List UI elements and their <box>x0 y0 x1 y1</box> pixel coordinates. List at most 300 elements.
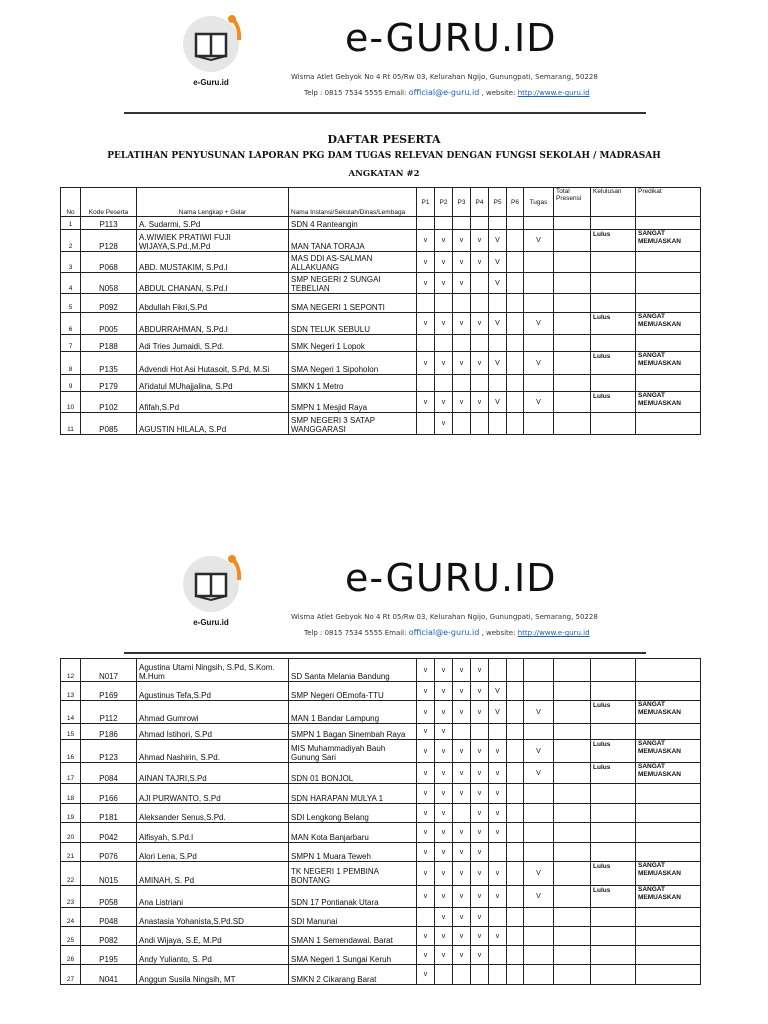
participant-table-continued <box>60 658 701 985</box>
total-cell <box>554 908 591 927</box>
no-cell: 5 <box>61 294 81 313</box>
kode-cell: P113 <box>81 217 137 230</box>
p2-cell: v <box>435 659 453 682</box>
p5-cell <box>489 335 507 352</box>
p4-cell <box>471 294 489 313</box>
no-cell: 26 <box>61 946 81 965</box>
kode-cell: P005 <box>81 313 137 335</box>
predikat-cell <box>636 375 701 392</box>
p5-cell: v <box>489 927 507 946</box>
p6-cell <box>507 352 524 375</box>
no-cell: 2 <box>61 230 81 252</box>
p2-cell: v <box>435 763 453 784</box>
nama-cell: Anggun Susila Ningsih, MT <box>137 965 289 985</box>
kelulusan-cell: Lulus <box>591 862 636 886</box>
p5-cell <box>489 908 507 927</box>
total-cell <box>554 740 591 763</box>
predikat-cell <box>636 294 701 313</box>
table-row <box>61 701 701 724</box>
p4-cell <box>471 375 489 392</box>
email-link[interactable]: official@e-guru.id <box>408 628 480 637</box>
p1-cell: v <box>417 843 435 862</box>
nama-cell: Ana Listriani <box>137 886 289 908</box>
p3-cell: v <box>453 682 471 701</box>
col-p3: P3 <box>453 188 471 217</box>
total-cell <box>554 217 591 230</box>
predikat-cell <box>636 804 701 823</box>
p3-cell: v <box>453 701 471 724</box>
website-link[interactable]: http://www.e-guru.id <box>517 629 590 637</box>
contact-line <box>304 88 590 97</box>
instansi-cell: SMK Negeri 1 Lopok <box>289 335 417 352</box>
total-cell <box>554 335 591 352</box>
p2-cell: v <box>435 252 453 273</box>
p3-cell: v <box>453 927 471 946</box>
p2-cell: v <box>435 352 453 375</box>
tugas-cell: V <box>524 352 554 375</box>
kelulusan-cell <box>591 946 636 965</box>
tugas-cell <box>524 946 554 965</box>
p3-cell <box>453 335 471 352</box>
nama-cell: Alori Lena, S.Pd <box>137 843 289 862</box>
p1-cell <box>417 413 435 435</box>
col-instansi: Nama Instansi/Sekolah/Dinas/Lembaga <box>289 188 417 217</box>
p4-cell: v <box>471 862 489 886</box>
total-cell <box>554 375 591 392</box>
p4-cell: v <box>471 763 489 784</box>
tugas-cell <box>524 252 554 273</box>
tugas-cell <box>524 927 554 946</box>
kode-cell: N058 <box>81 273 137 294</box>
kode-cell: P084 <box>81 763 137 784</box>
p1-cell: v <box>417 313 435 335</box>
p1-cell: v <box>417 682 435 701</box>
total-cell <box>554 413 591 435</box>
total-cell <box>554 701 591 724</box>
total-cell <box>554 823 591 843</box>
no-cell: 1 <box>61 217 81 230</box>
no-cell: 9 <box>61 375 81 392</box>
kelulusan-cell: Lulus <box>591 763 636 784</box>
p4-cell: v <box>471 392 489 413</box>
p2-cell: v <box>435 392 453 413</box>
nama-cell: AGUSTIN HILALA, S.Pd <box>137 413 289 435</box>
p1-cell <box>417 908 435 927</box>
no-cell: 4 <box>61 273 81 294</box>
p6-cell <box>507 763 524 784</box>
p3-cell <box>453 965 471 985</box>
no-cell: 21 <box>61 843 81 862</box>
p6-cell <box>507 862 524 886</box>
p6-cell <box>507 682 524 701</box>
p1-cell: v <box>417 252 435 273</box>
no-cell: 10 <box>61 392 81 413</box>
tugas-cell: V <box>524 313 554 335</box>
p2-cell <box>435 375 453 392</box>
p4-cell <box>471 413 489 435</box>
p3-cell: v <box>453 230 471 252</box>
kelulusan-cell: Lulus <box>591 740 636 763</box>
p5-cell: V <box>489 252 507 273</box>
kode-cell: N041 <box>81 965 137 985</box>
total-cell <box>554 313 591 335</box>
predikat-cell: SANGAT MEMUASKAN <box>636 392 701 413</box>
table-row <box>61 724 701 740</box>
table-row <box>61 804 701 823</box>
instansi-cell: TK NEGERI 1 PEMBINA BONTANG <box>289 862 417 886</box>
col-p4: P4 <box>471 188 489 217</box>
instansi-cell: SDN 01 BONJOL <box>289 763 417 784</box>
p2-cell: v <box>435 682 453 701</box>
total-cell <box>554 784 591 804</box>
kelulusan-cell <box>591 294 636 313</box>
total-cell <box>554 763 591 784</box>
kode-cell: P186 <box>81 724 137 740</box>
kode-cell: P048 <box>81 908 137 927</box>
nama-cell: Ahmad Gumrowi <box>137 701 289 724</box>
tugas-cell: V <box>524 740 554 763</box>
p1-cell: v <box>417 701 435 724</box>
p3-cell: v <box>453 886 471 908</box>
p4-cell: v <box>471 946 489 965</box>
document-subtitle: PELATIHAN PENYUSUNAN LAPORAN PKG DAM TUGAS RELEVAN DENGAN FUNGSI SEKOLAH / MADRASAH <box>107 151 661 161</box>
p3-cell <box>453 217 471 230</box>
table-row <box>61 230 701 252</box>
col-total: Total Presensi <box>554 188 591 217</box>
p2-cell: v <box>435 413 453 435</box>
address: Wisma Atlet Gebyok No 4 Rt 05/Rw 03, Kelurahan Ngijo, Gunungpati, Semarang, 50228 <box>291 73 598 81</box>
nama-cell: ABD. MUSTAKIM, S.Pd.I <box>137 252 289 273</box>
p4-cell: v <box>471 659 489 682</box>
col-no: No <box>61 188 81 217</box>
email-link[interactable]: official@e-guru.id <box>408 88 480 97</box>
p4-cell: v <box>471 740 489 763</box>
tugas-cell <box>524 273 554 294</box>
p2-cell: v <box>435 804 453 823</box>
p1-cell <box>417 335 435 352</box>
p4-cell: v <box>471 352 489 375</box>
p2-cell <box>435 965 453 985</box>
p3-cell: v <box>453 823 471 843</box>
kelulusan-cell: Lulus <box>591 313 636 335</box>
no-cell: 6 <box>61 313 81 335</box>
instansi-cell: SMPN 1 Mesjid Raya <box>289 392 417 413</box>
kelulusan-cell <box>591 927 636 946</box>
instansi-cell: SDN HARAPAN MULYA 1 <box>289 784 417 804</box>
no-cell: 24 <box>61 908 81 927</box>
predikat-cell: SANGAT MEMUASKAN <box>636 230 701 252</box>
document-page-2 <box>0 540 768 1024</box>
header-divider <box>124 652 646 654</box>
instansi-cell: SMA Negeri 1 Sipoholon <box>289 352 417 375</box>
tugas-cell <box>524 682 554 701</box>
p6-cell <box>507 823 524 843</box>
table-row <box>61 784 701 804</box>
kelulusan-cell <box>591 252 636 273</box>
p4-cell <box>471 335 489 352</box>
kelulusan-cell: Lulus <box>591 701 636 724</box>
predikat-cell: SANGAT MEMUASKAN <box>636 763 701 784</box>
p2-cell: v <box>435 313 453 335</box>
p4-cell: v <box>471 230 489 252</box>
website-label: , website: <box>481 89 516 97</box>
col-p2: P2 <box>435 188 453 217</box>
p1-cell: v <box>417 724 435 740</box>
predikat-cell <box>636 843 701 862</box>
table-row <box>61 927 701 946</box>
kode-cell: P128 <box>81 230 137 252</box>
kode-cell: P123 <box>81 740 137 763</box>
p5-cell: v <box>489 740 507 763</box>
table-row <box>61 965 701 985</box>
predikat-cell <box>636 659 701 682</box>
instansi-cell: SMAN 1 Semendawai. Barat <box>289 927 417 946</box>
table-row <box>61 375 701 392</box>
p4-cell <box>471 217 489 230</box>
no-cell: 8 <box>61 352 81 375</box>
total-cell <box>554 965 591 985</box>
nama-cell: ABDUL CHANAN, S.Pd.I <box>137 273 289 294</box>
p5-cell <box>489 217 507 230</box>
predikat-cell <box>636 217 701 230</box>
instansi-cell: SMPN 1 Bagan Sinembah Raya <box>289 724 417 740</box>
nama-cell: Aleksander Senus,S.Pd. <box>137 804 289 823</box>
website-link[interactable]: http://www.e-guru.id <box>517 89 590 97</box>
kode-cell: P181 <box>81 804 137 823</box>
p5-cell: v <box>489 862 507 886</box>
kelulusan-cell <box>591 273 636 294</box>
p6-cell <box>507 217 524 230</box>
p2-cell: v <box>435 784 453 804</box>
p1-cell: v <box>417 784 435 804</box>
p6-cell <box>507 313 524 335</box>
no-cell: 18 <box>61 784 81 804</box>
p4-cell: v <box>471 784 489 804</box>
kode-cell: P169 <box>81 682 137 701</box>
instansi-cell: MAN 1 Bandar Lampung <box>289 701 417 724</box>
kode-cell: P135 <box>81 352 137 375</box>
p5-cell: V <box>489 352 507 375</box>
p6-cell <box>507 804 524 823</box>
table-row <box>61 294 701 313</box>
kelulusan-cell: Lulus <box>591 886 636 908</box>
total-cell <box>554 886 591 908</box>
nama-cell: Agustinus Tefa,S.Pd <box>137 682 289 701</box>
kode-cell: N015 <box>81 862 137 886</box>
p4-cell: v <box>471 682 489 701</box>
p2-cell: v <box>435 862 453 886</box>
instansi-cell: SDN 4 Ranteangin <box>289 217 417 230</box>
p3-cell: v <box>453 843 471 862</box>
nama-cell: Andi Wijaya, S.E, M.Pd <box>137 927 289 946</box>
p1-cell: v <box>417 230 435 252</box>
tugas-cell: V <box>524 230 554 252</box>
predikat-cell: SANGAT MEMUASKAN <box>636 862 701 886</box>
tugas-cell <box>524 413 554 435</box>
p2-cell: v <box>435 927 453 946</box>
p3-cell <box>453 375 471 392</box>
predikat-cell: SANGAT MEMUASKAN <box>636 740 701 763</box>
p1-cell: v <box>417 763 435 784</box>
tugas-cell <box>524 724 554 740</box>
col-p1: P1 <box>417 188 435 217</box>
nama-cell: Ahmad Nashirin, S.Pd. <box>137 740 289 763</box>
p5-cell: V <box>489 701 507 724</box>
table-row <box>61 823 701 843</box>
nama-cell: AINAN TAJRI,S.Pd <box>137 763 289 784</box>
p6-cell <box>507 784 524 804</box>
kode-cell: N017 <box>81 659 137 682</box>
tugas-cell <box>524 217 554 230</box>
p6-cell <box>507 946 524 965</box>
p4-cell <box>471 273 489 294</box>
instansi-cell: MAS DDI AS-SALMAN ALLAKUANG <box>289 252 417 273</box>
p1-cell: v <box>417 273 435 294</box>
p3-cell: v <box>453 908 471 927</box>
contact-line <box>304 628 590 637</box>
p1-cell <box>417 375 435 392</box>
kelulusan-cell <box>591 217 636 230</box>
p3-cell: v <box>453 784 471 804</box>
p2-cell: v <box>435 908 453 927</box>
p2-cell: v <box>435 273 453 294</box>
p6-cell <box>507 392 524 413</box>
nama-cell: Al'idatul MUhajjalina, S.Pd <box>137 375 289 392</box>
tugas-cell <box>524 784 554 804</box>
table-row <box>61 217 701 230</box>
p3-cell <box>453 294 471 313</box>
p3-cell: v <box>453 313 471 335</box>
kode-cell: P166 <box>81 784 137 804</box>
nama-cell: ABDURRAHMAN, S.Pd.I <box>137 313 289 335</box>
tugas-cell <box>524 804 554 823</box>
batch-label: ANGKATAN #2 <box>348 169 420 179</box>
p6-cell <box>507 230 524 252</box>
no-cell: 11 <box>61 413 81 435</box>
p1-cell: v <box>417 392 435 413</box>
p1-cell: v <box>417 862 435 886</box>
p2-cell: v <box>435 886 453 908</box>
instansi-cell: SMA NEGERI 1 SEPONTI <box>289 294 417 313</box>
p2-cell <box>435 294 453 313</box>
p5-cell: V <box>489 273 507 294</box>
p3-cell: v <box>453 659 471 682</box>
kelulusan-cell <box>591 843 636 862</box>
total-cell <box>554 252 591 273</box>
kode-cell: P042 <box>81 823 137 843</box>
p4-cell: v <box>471 908 489 927</box>
p5-cell <box>489 659 507 682</box>
table-row <box>61 659 701 682</box>
predikat-cell <box>636 682 701 701</box>
table-row <box>61 352 701 375</box>
kelulusan-cell <box>591 335 636 352</box>
nama-cell: Advendi Hot Asi Hutasoit, S.Pd, M.Si <box>137 352 289 375</box>
nama-cell: Agustina Utami Ningsih, S.Pd, S.Kom. M.Hum <box>137 659 289 682</box>
p3-cell: v <box>453 740 471 763</box>
p6-cell <box>507 886 524 908</box>
instansi-cell: SDN 17 Pontianak Utara <box>289 886 417 908</box>
p6-cell <box>507 740 524 763</box>
logo-text: e-Guru.id <box>193 618 229 627</box>
tugas-cell <box>524 843 554 862</box>
total-cell <box>554 659 591 682</box>
p5-cell <box>489 294 507 313</box>
instansi-cell: SDI Manunai <box>289 908 417 927</box>
p3-cell: v <box>453 763 471 784</box>
document-title: DAFTAR PESERTA <box>327 133 441 146</box>
p6-cell <box>507 375 524 392</box>
p2-cell <box>435 335 453 352</box>
kelulusan-cell <box>591 823 636 843</box>
kelulusan-cell <box>591 375 636 392</box>
kelulusan-cell <box>591 724 636 740</box>
col-kelulusan: Kelulusan <box>591 188 636 217</box>
instansi-cell: SMKN 1 Metro <box>289 375 417 392</box>
kelulusan-cell <box>591 659 636 682</box>
table-row <box>61 862 701 886</box>
book-logo-icon <box>178 10 244 76</box>
no-cell: 20 <box>61 823 81 843</box>
instansi-cell: SMP NEGERI 3 SATAP WANGGARASI <box>289 413 417 435</box>
p5-cell: V <box>489 313 507 335</box>
kelulusan-cell <box>591 413 636 435</box>
kode-cell: P068 <box>81 252 137 273</box>
table-row <box>61 273 701 294</box>
predikat-cell <box>636 335 701 352</box>
kelulusan-cell <box>591 804 636 823</box>
p3-cell <box>453 413 471 435</box>
predikat-cell <box>636 413 701 435</box>
p6-cell <box>507 335 524 352</box>
tugas-cell: V <box>524 392 554 413</box>
no-cell: 23 <box>61 886 81 908</box>
table-row <box>61 740 701 763</box>
table-row <box>61 886 701 908</box>
no-cell: 15 <box>61 724 81 740</box>
p2-cell: v <box>435 843 453 862</box>
p5-cell: V <box>489 682 507 701</box>
p5-cell: v <box>489 823 507 843</box>
phone: Telp : 0815 7534 5555 Email: <box>304 629 407 637</box>
tugas-cell <box>524 965 554 985</box>
col-predikat: Predikat <box>636 188 701 217</box>
p3-cell <box>453 804 471 823</box>
p2-cell <box>435 217 453 230</box>
col-p6: P6 <box>507 188 524 217</box>
kode-cell: P195 <box>81 946 137 965</box>
p4-cell: v <box>471 843 489 862</box>
instansi-cell: SMKN 2 Cikarang Barat <box>289 965 417 985</box>
nama-cell: Adi Tries Jumaidi, S.Pd. <box>137 335 289 352</box>
p6-cell <box>507 843 524 862</box>
p4-cell: v <box>471 886 489 908</box>
table-row <box>61 946 701 965</box>
total-cell <box>554 273 591 294</box>
brand-name: e-GURU.ID <box>345 16 557 60</box>
logo-text: e-Guru.id <box>193 78 229 87</box>
total-cell <box>554 927 591 946</box>
no-cell: 25 <box>61 927 81 946</box>
total-cell <box>554 230 591 252</box>
instansi-cell: SMP Negeri OEmofa-TTU <box>289 682 417 701</box>
predikat-cell: SANGAT MEMUASKAN <box>636 886 701 908</box>
total-cell <box>554 682 591 701</box>
document-page-1 <box>0 0 768 470</box>
kode-cell: P102 <box>81 392 137 413</box>
p2-cell: v <box>435 724 453 740</box>
p5-cell <box>489 413 507 435</box>
